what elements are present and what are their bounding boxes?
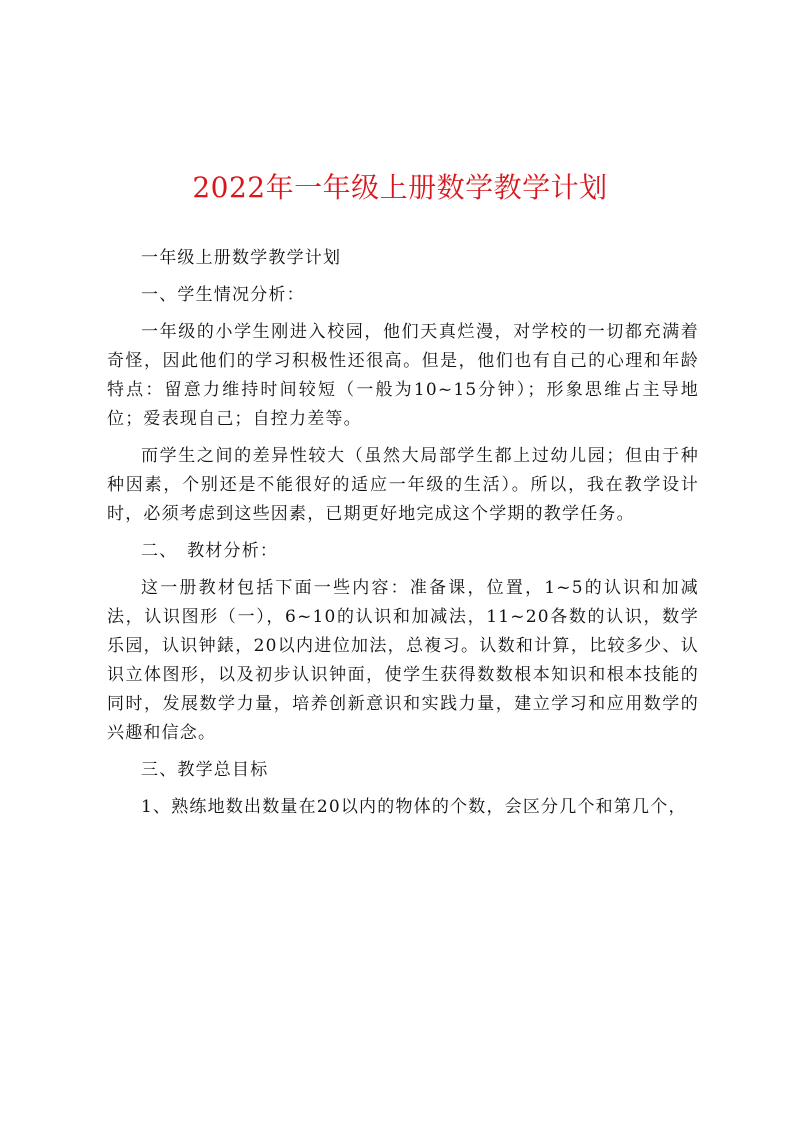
body-paragraph: 一年级的小学生刚进入校园，他们天真烂漫，对学校的一切都充满着奇怪，因此他们的学习积极性还很高。但是，他们也有自己的心理和年龄特点：留意力维持时间较短（一般为10~15分钟）；形象思维占主导地位；爱表现自己；自控力差等。	[107, 322, 699, 429]
body-paragraph: 而学生之间的差异性较大（虽然大局部学生都上过幼儿园；但由于种种因素，个别还是不能很好的适应一年级的生活）。所以，我在教学设计时，必须考虑到这些因素，已期更好地完成这个学期的教学任务。	[107, 446, 699, 524]
body-paragraph: 1、熟练地数出数量在20以内的物体的个数，会区分几个和第几个，	[141, 797, 687, 817]
section-heading-teaching-goals: 三、教学总目标	[141, 760, 269, 780]
subtitle-paragraph: 一年级上册数学教学计划	[141, 248, 342, 268]
document-title: 2022年一年级上册数学教学计划	[192, 171, 608, 204]
document-body	[107, 244, 699, 830]
body-paragraph: 这一册教材包括下面一些内容：准备课，位置，1~5的认识和加减法，认识图形（一），6~10的认识和加减法，11~20各数的认识，数学乐园，认识钟錶，20以内进位加法，总複习。认数和计算，比较多少、认识立体图形，以及初步认识钟面，使学生获得数数根本知识和根本技能的同时，发展数学力量，培养创新意识和实践力量，建立学习和应用数学的兴趣和信念。	[107, 578, 699, 743]
section-heading-textbook-analysis: 二、 教材分析：	[141, 541, 279, 561]
section-heading-student-analysis: 一、学生情况分析：	[141, 285, 305, 305]
